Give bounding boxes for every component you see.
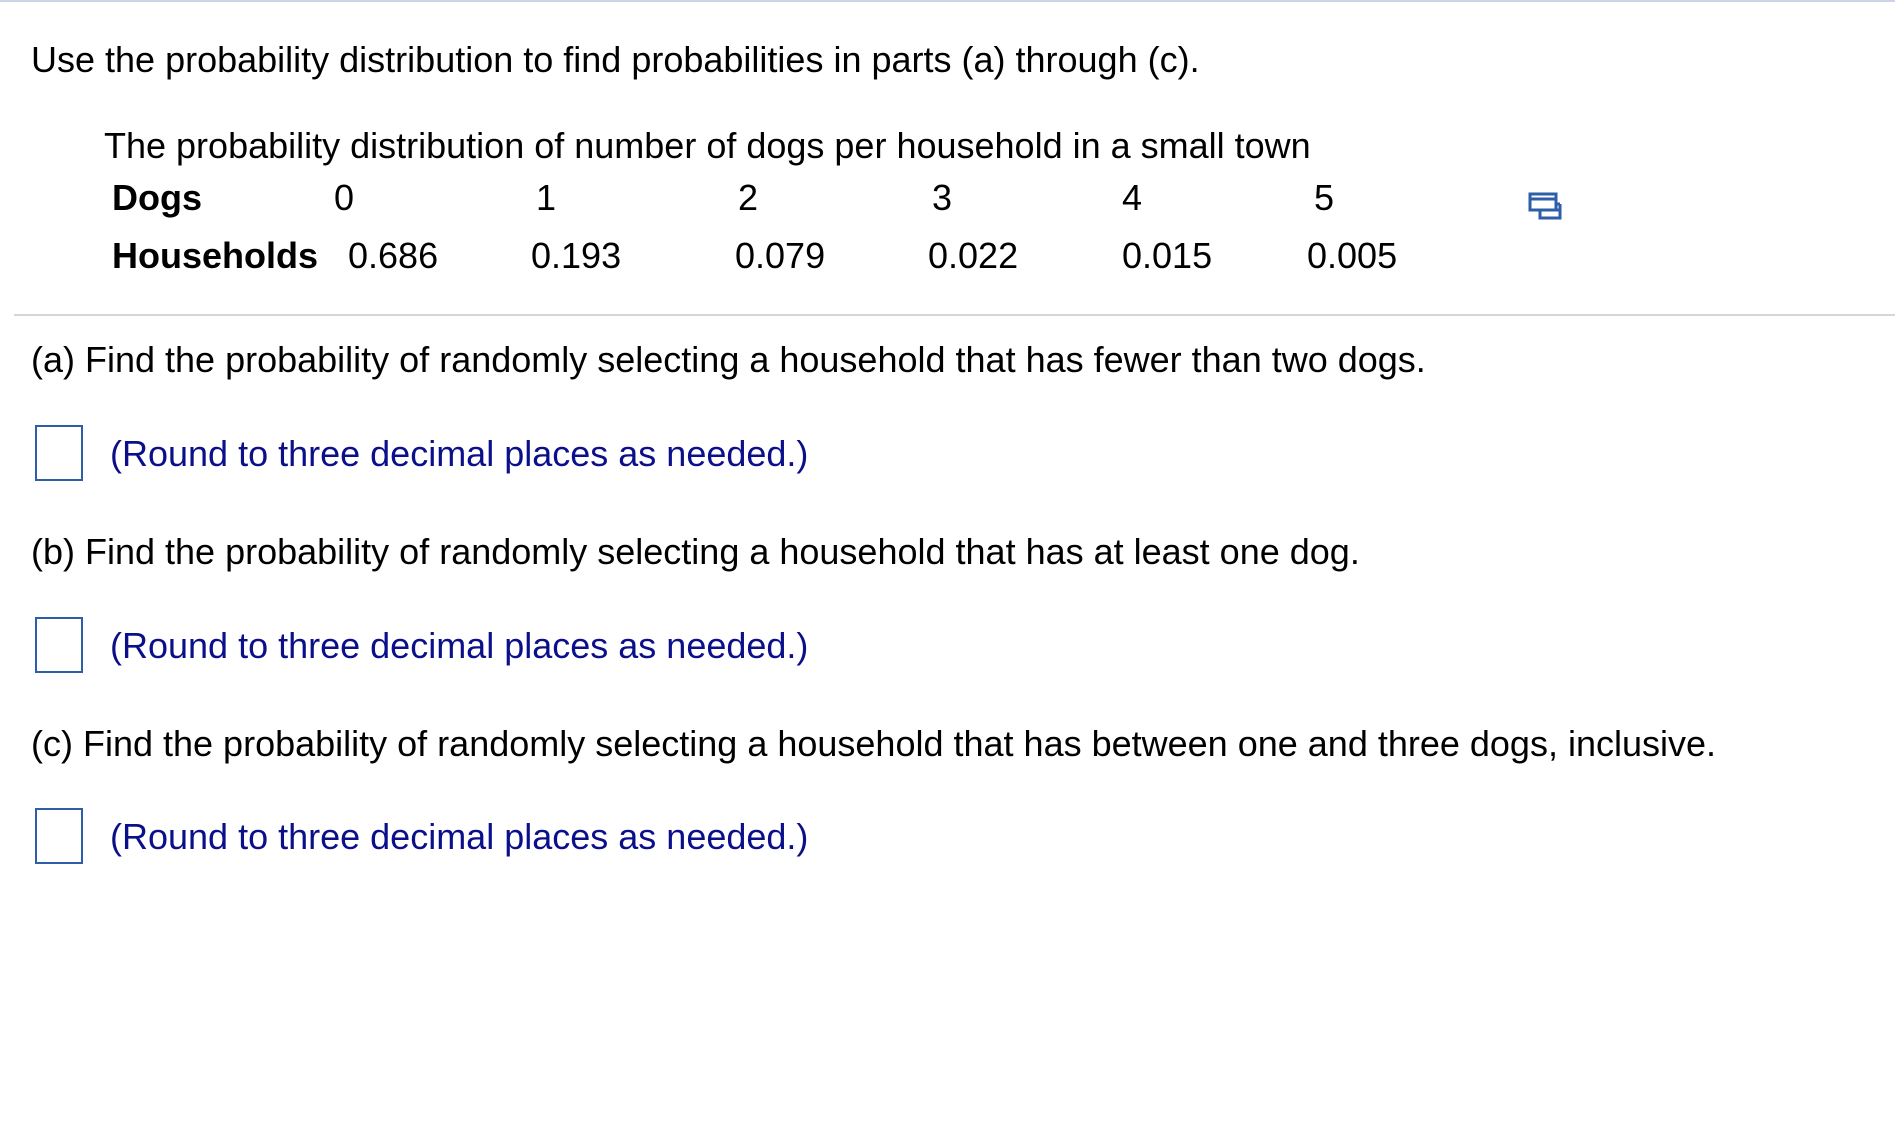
- answer-input-c[interactable]: [35, 808, 83, 864]
- hint-a: (Round to three decimal places as needed.): [110, 433, 809, 474]
- hint-b: (Round to three decimal places as needed.): [110, 625, 809, 666]
- dogs-cell: 1: [535, 177, 557, 218]
- question-b: (b) Find the probability of randomly selecting a household that has at least one dog.: [31, 531, 1360, 572]
- row-header-households: Households: [112, 235, 319, 276]
- households-cell: 0.022: [928, 235, 1019, 276]
- households-cell: 0.005: [1307, 235, 1398, 276]
- households-cell: 0.686: [348, 235, 439, 276]
- dogs-cell: 4: [1121, 177, 1143, 218]
- answer-input-b[interactable]: [35, 617, 83, 673]
- households-cell: 0.015: [1122, 235, 1213, 276]
- dogs-cell: 0: [333, 177, 355, 218]
- households-cell: 0.079: [735, 235, 826, 276]
- top-rule: [0, 0, 1895, 2]
- section-divider: [14, 314, 1895, 316]
- row-header-dogs: Dogs: [112, 177, 202, 218]
- instructions: Use the probability distribution to find probabilities in parts (a) through (c).: [31, 39, 1200, 80]
- answer-input-a[interactable]: [35, 425, 83, 481]
- hint-c: (Round to three decimal places as needed.): [110, 816, 809, 857]
- question-c: (c) Find the probability of randomly selecting a household that has between one and three dogs, inclusive.: [31, 723, 1717, 764]
- table-caption: The probability distribution of number of dogs per household in a small town: [104, 125, 1311, 166]
- dogs-cell: 2: [737, 177, 759, 218]
- dogs-cell: 3: [931, 177, 953, 218]
- copy-table-icon[interactable]: [1528, 190, 1564, 222]
- households-cell: 0.193: [531, 235, 622, 276]
- question-a: (a) Find the probability of randomly selecting a household that has fewer than two dogs.: [31, 339, 1426, 380]
- dogs-cell: 5: [1313, 177, 1335, 218]
